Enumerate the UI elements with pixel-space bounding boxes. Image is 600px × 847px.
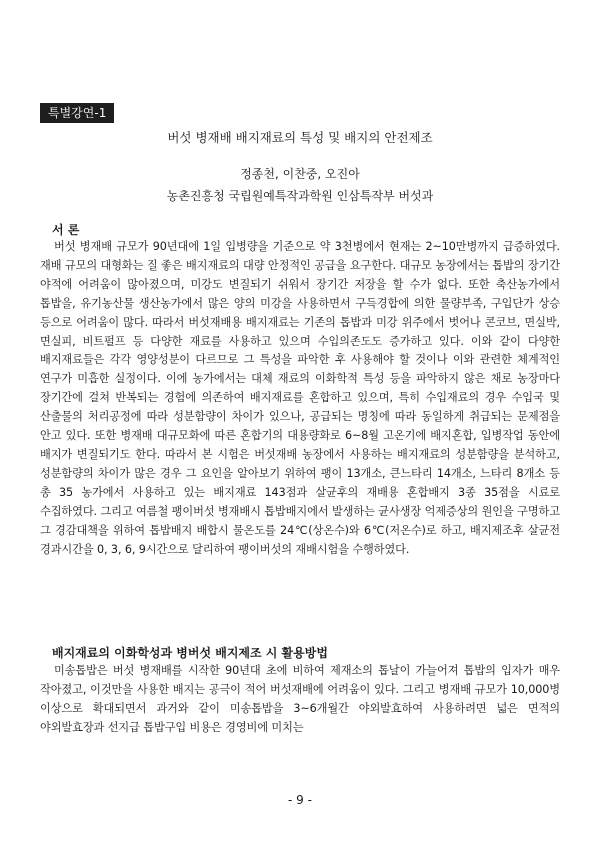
section-heading-materials: 배지재료의 이화학성과 병버섯 배지제조 시 활용방법 bbox=[52, 646, 328, 660]
session-badge: 특별강연-1 bbox=[40, 103, 114, 123]
materials-paragraph: 미송톱밥은 버섯 병재배를 시작한 90년대 초에 비하여 제재소의 톱날이 가늘어져 톱밥의 입자가 매우 작아졌고, 이것만을 사용한 배지는 공극이 적어 버섯재배에 어려움이 있다. 그리고 병재배 규모가 10,000병 이상으로 확대되면서 과거와 같이 미송톱밥을 3~6개월간 야외발효하여 사용하려면 넓은 면적의 야외발효장과 선지급 톱밥구입 비용은 경영비에 미치는 bbox=[40, 664, 560, 734]
page-number: - 9 - bbox=[288, 793, 312, 807]
authors: 정종천, 이찬중, 오진아 bbox=[240, 167, 360, 181]
section-heading-introduction: 서 론 bbox=[52, 223, 80, 237]
introduction-paragraph: 버섯 병재배 규모가 90년대에 1일 입병량을 기준으로 약 3천병에서 현재는 2~10만병까지 급증하였다. 재배 규모의 대형화는 질 좋은 배지재료의 대량 안정적인 공급을 요구한다. 대규모 농장에서는 톱밥의 장기간 야적에 어려움이 많아졌으며, 미강도 변질되기 쉬워서 장기간 저장을 할 수가 없다. 또한 축산농가에서 톱밥을, 유기농산물 생산농가에서 많은 양의 미강을 사용하면서 구득경합에 의한 물량부족, 구입단가 상승 등으로 어려움이 많다. 따라서 버섯재배용 배지재료는 기존의 톱밥과 미강 위주에서 벗어나 콘코브, 면실박, 면실피, 비트펄프 등 다양한 재료를 사용하고 있으며 수입의존도도 증가하고 있다. 이와 같이 다양한 배지재료들은 각각 영양성분이 다르므로 그 특성을 파악한 후 사용해야 할 것이나 이와 관련한 체계적인 연구가 미흡한 실정이다. 이에 농가에서는 대체 재료의 이화학적 특성 등을 파악하지 않은 채로 농장마다 장기간에 걸쳐 반복되는 경험에 의존하여 배지재료를 혼합하고 있으며, 특히 수입재료의 경우 수입국 및 산출물의 처리공정에 따라 성분함량이 차이가 있으나, 공급되는 명칭에 따라 동일하게 취급되는 문제점을 안고 있다. 또한 병재배 대규모화에 따른 혼합기의 대용량화로 6~8월 고온기에 배지혼합, 입병작업 동안에 배지가 변질되기도 한다. 따라서 본 시험은 버섯재배 농장에서 사용하는 배지재료의 성분함량을 분석하고, 성분함량의 차이가 많은 경우 그 요인을 알아보기 위하여 팽이 13개소, 큰느타리 14개소, 느타리 8개소 등 총 35 농가에서 사용하고 있는 배지재료 143점과 살균후의 재배용 혼합배지 3종 35점을 시료로 수집하였다. 그리고 여름철 팽이버섯 병재배시 톱밥배지에서 발생하는 균사생장 억제증상의 원인을 구명하고 그 경감대책을 위하여 톱밥배지 배합시 물온도를 24℃(상온수)와 6℃(저온수)로 하고, 배지제조후 살균전 경과시간을 0, 3, 6, 9시간으로 달리하여 팽이버섯의 재배시험을 수행하였다. bbox=[40, 240, 560, 556]
paper-title: 버섯 병재배 배지재료의 특성 및 배지의 안전제조 bbox=[167, 130, 433, 145]
affiliation: 농촌진흥청 국립원예특작과학원 인삼특작부 버섯과 bbox=[166, 189, 434, 203]
